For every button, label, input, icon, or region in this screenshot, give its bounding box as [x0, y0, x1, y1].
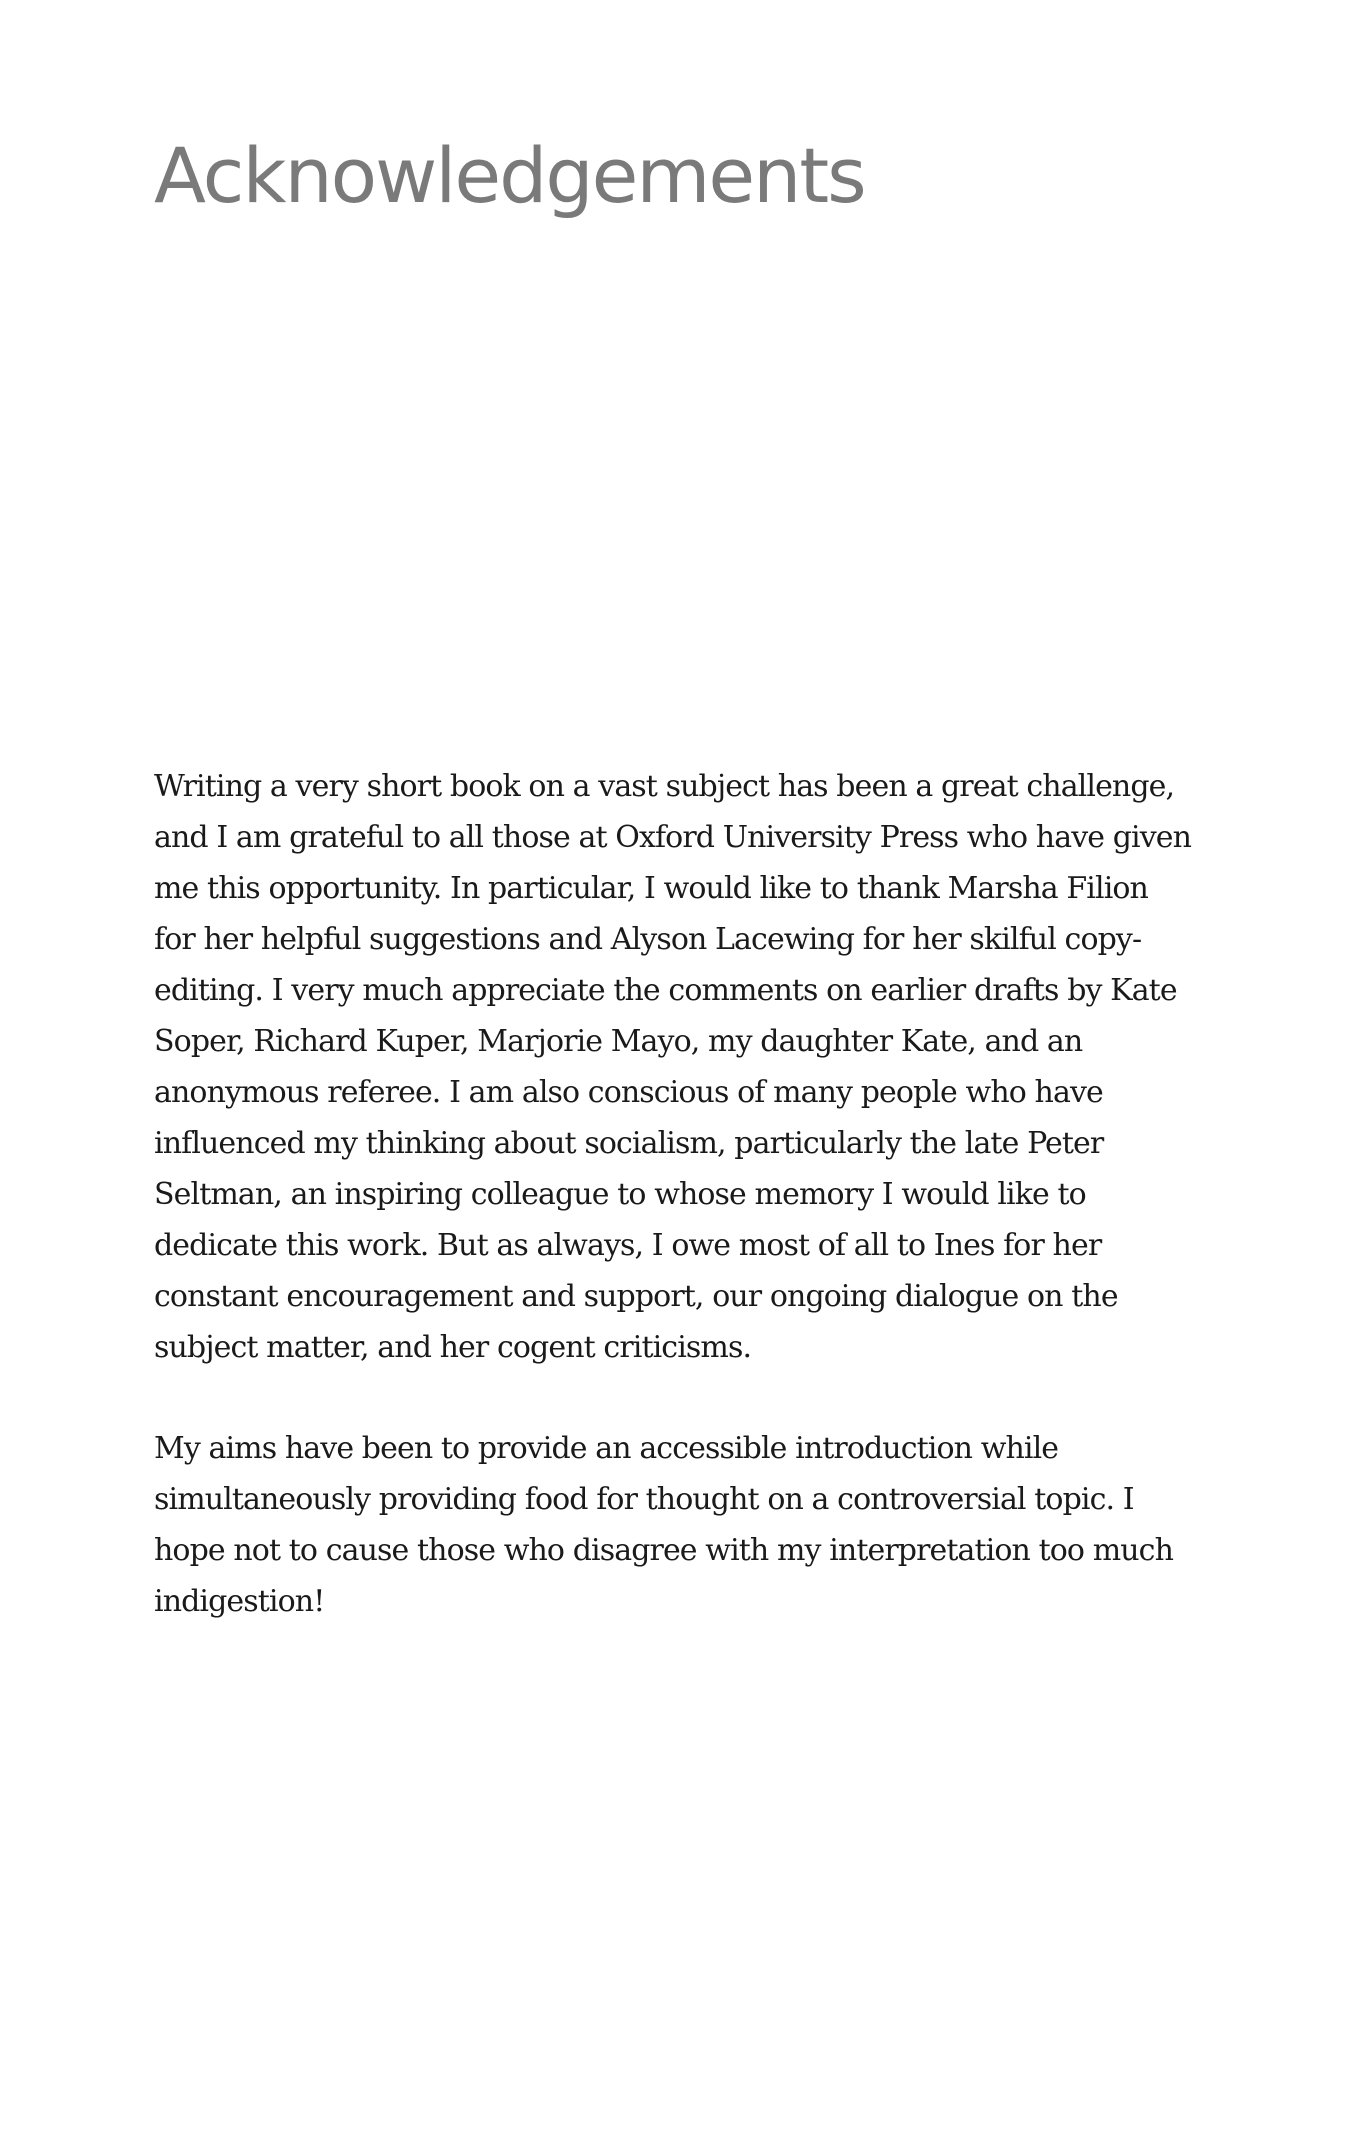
text-line: for her helpful suggestions and Alyson Lacewing for her skilful copy- — [154, 922, 1142, 957]
text-line: anonymous referee. I am also conscious of many people who have — [154, 1075, 1103, 1110]
text-line: Writing a very short book on a vast subject has been a great challenge, — [154, 769, 1175, 804]
text-line: subject matter, and her cogent criticisms. — [154, 1330, 752, 1365]
paragraph-acknowledgements — [154, 761, 1191, 1373]
text-line: My aims have been to provide an accessible introduction while — [154, 1431, 1059, 1466]
text-line: constant encouragement and support, our ongoing dialogue on the — [154, 1279, 1118, 1314]
page-title: Acknowledgements — [154, 131, 865, 220]
text-line: Seltman, an inspiring colleague to whose memory I would like to — [154, 1177, 1086, 1212]
text-line: editing. I very much appreciate the comments on earlier drafts by Kate — [154, 973, 1177, 1008]
text-line: indigestion! — [154, 1584, 325, 1619]
text-line: and I am grateful to all those at Oxford University Press who have given — [154, 820, 1192, 855]
text-line: Soper, Richard Kuper, Marjorie Mayo, my daughter Kate, and an — [154, 1024, 1083, 1059]
paragraph-aims — [154, 1423, 1173, 1627]
text-line: me this opportunity. In particular, I would like to thank Marsha Filion — [154, 871, 1148, 906]
text-line: hope not to cause those who disagree with my interpretation too much — [154, 1533, 1173, 1568]
text-line: dedicate this work. But as always, I owe most of all to Ines for her — [154, 1228, 1102, 1263]
text-line: simultaneously providing food for thought on a controversial topic. I — [154, 1482, 1134, 1517]
text-line: influenced my thinking about socialism, particularly the late Peter — [154, 1126, 1104, 1161]
